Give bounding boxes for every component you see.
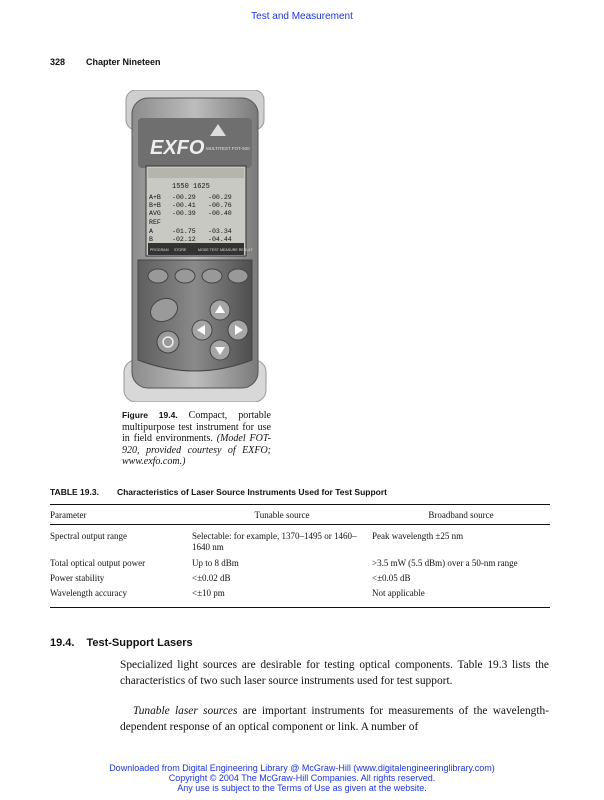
table-cell: <±10 pm — [192, 588, 225, 598]
footer-download-link[interactable]: Downloaded from Digital Engineering Library @ McGraw-Hill (www.digitalengineeringlibrary.com) — [109, 763, 495, 773]
svg-text:-00.29: -00.29 — [172, 194, 196, 201]
svg-text:-04.44: -04.44 — [208, 236, 232, 243]
chapter-title: Chapter Nineteen — [86, 57, 161, 67]
paragraph-2-italic: Tunable laser sources — [133, 705, 238, 717]
figure-credit: (Model FOT-920, provided courtesy of EXFO; www.exfo.com.) — [122, 433, 272, 467]
figure-caption — [122, 410, 271, 468]
device-screen — [146, 166, 253, 256]
table-cell: Peak wavelength ±25 nm — [372, 531, 464, 541]
table-bottom-rule — [50, 607, 550, 608]
top-banner[interactable]: Test and Measurement — [251, 11, 353, 22]
screen-row-label: A+B — [149, 194, 161, 201]
figure-label: Figure 19.4. — [122, 410, 178, 420]
function-key-1 — [148, 269, 168, 283]
table-title — [50, 487, 387, 497]
table-cell: Not applicable — [372, 588, 425, 598]
function-key-3 — [202, 269, 222, 283]
svg-text:-00.29: -00.29 — [208, 194, 232, 201]
table-row — [50, 524, 550, 553]
power-button — [157, 331, 179, 353]
svg-text:-02.12: -02.12 — [172, 236, 196, 243]
section-title: Test-Support Lasers — [86, 637, 193, 649]
page-number: 328 — [50, 57, 66, 67]
function-key-4 — [228, 269, 248, 283]
header-parameter: Parameter — [50, 510, 87, 520]
figure-caption-text: Compact, portable multipurpose test instrument for use in field environments. — [122, 410, 271, 444]
table-row — [50, 583, 550, 598]
svg-text:REF: REF — [149, 219, 161, 226]
table-cell: Wavelength accuracy — [50, 588, 127, 598]
table-cell: Spectral output range — [50, 531, 127, 541]
paragraph-2-text: are important instruments for measurements of the wavelength-dependent response of an optical component or link. A number of — [120, 705, 550, 733]
svg-text:A: A — [149, 228, 153, 235]
table-header-row — [50, 506, 550, 524]
softkey-program: PROGRAM — [150, 248, 169, 252]
softkey-mode: MODE TEST — [198, 248, 219, 252]
svg-text:B: B — [149, 236, 153, 243]
spec-table — [50, 506, 550, 598]
exfo-logo — [150, 137, 205, 159]
table-cell: Total optical output power — [50, 558, 146, 568]
section-heading — [50, 637, 193, 649]
svg-text:EXFO: EXFO — [150, 137, 205, 159]
table-row — [50, 568, 550, 583]
function-key-2 — [175, 269, 195, 283]
svg-text:AVG: AVG — [149, 210, 161, 217]
svg-text:-03.34: -03.34 — [208, 228, 232, 235]
svg-text:-00.40: -00.40 — [208, 210, 232, 217]
svg-text:-00.39: -00.39 — [172, 210, 196, 217]
table-cell: Power stability — [50, 573, 105, 583]
header-broadband: Broadband source — [428, 510, 494, 520]
paragraph-1: Specialized light sources are desirable for testing optical components. Table 19.3 lists the characteristics of two such laser source instruments used for test support. — [120, 659, 549, 687]
svg-text:-01.75: -01.75 — [172, 228, 196, 235]
table-cell: >3.5 mW (5.5 dBm) over a 50-nm range — [372, 558, 518, 568]
svg-text:-00.41: -00.41 — [172, 202, 196, 209]
footer-terms[interactable]: Any use is subject to the Terms of Use as given at the website. — [177, 783, 427, 793]
header-tunable: Tunable source — [254, 510, 310, 520]
softkey-measure: MEASURE RESULT — [220, 248, 253, 252]
svg-text:-00.76: -00.76 — [208, 202, 232, 209]
table-top-rule — [50, 504, 550, 505]
table-row — [50, 553, 550, 568]
table-cell: <±0.05 dB — [372, 573, 411, 583]
table-cell: Selectable: for example, 1370–1495 or 1460–1640 nm — [192, 531, 357, 552]
svg-text:B+B: B+B — [149, 202, 161, 209]
svg-text:MULTITEST FOT-920: MULTITEST FOT-920 — [206, 146, 250, 151]
section-number: 19.4. — [50, 637, 75, 649]
softkey-store: STORE — [174, 248, 187, 252]
table-label: TABLE 19.3. — [50, 487, 99, 497]
paragraph-2 — [120, 704, 549, 735]
table-cell: <±0.02 dB — [192, 573, 231, 583]
table-name: Characteristics of Laser Source Instruments Used for Test Support — [116, 487, 387, 497]
svg-text:1550 1625: 1550 1625 — [172, 183, 210, 191]
device-photo — [120, 90, 270, 402]
footer-copyright[interactable]: Copyright © 2004 The McGraw-Hill Companies. All rights reserved. — [168, 773, 436, 783]
table-cell: Up to 8 dBm — [192, 558, 239, 568]
